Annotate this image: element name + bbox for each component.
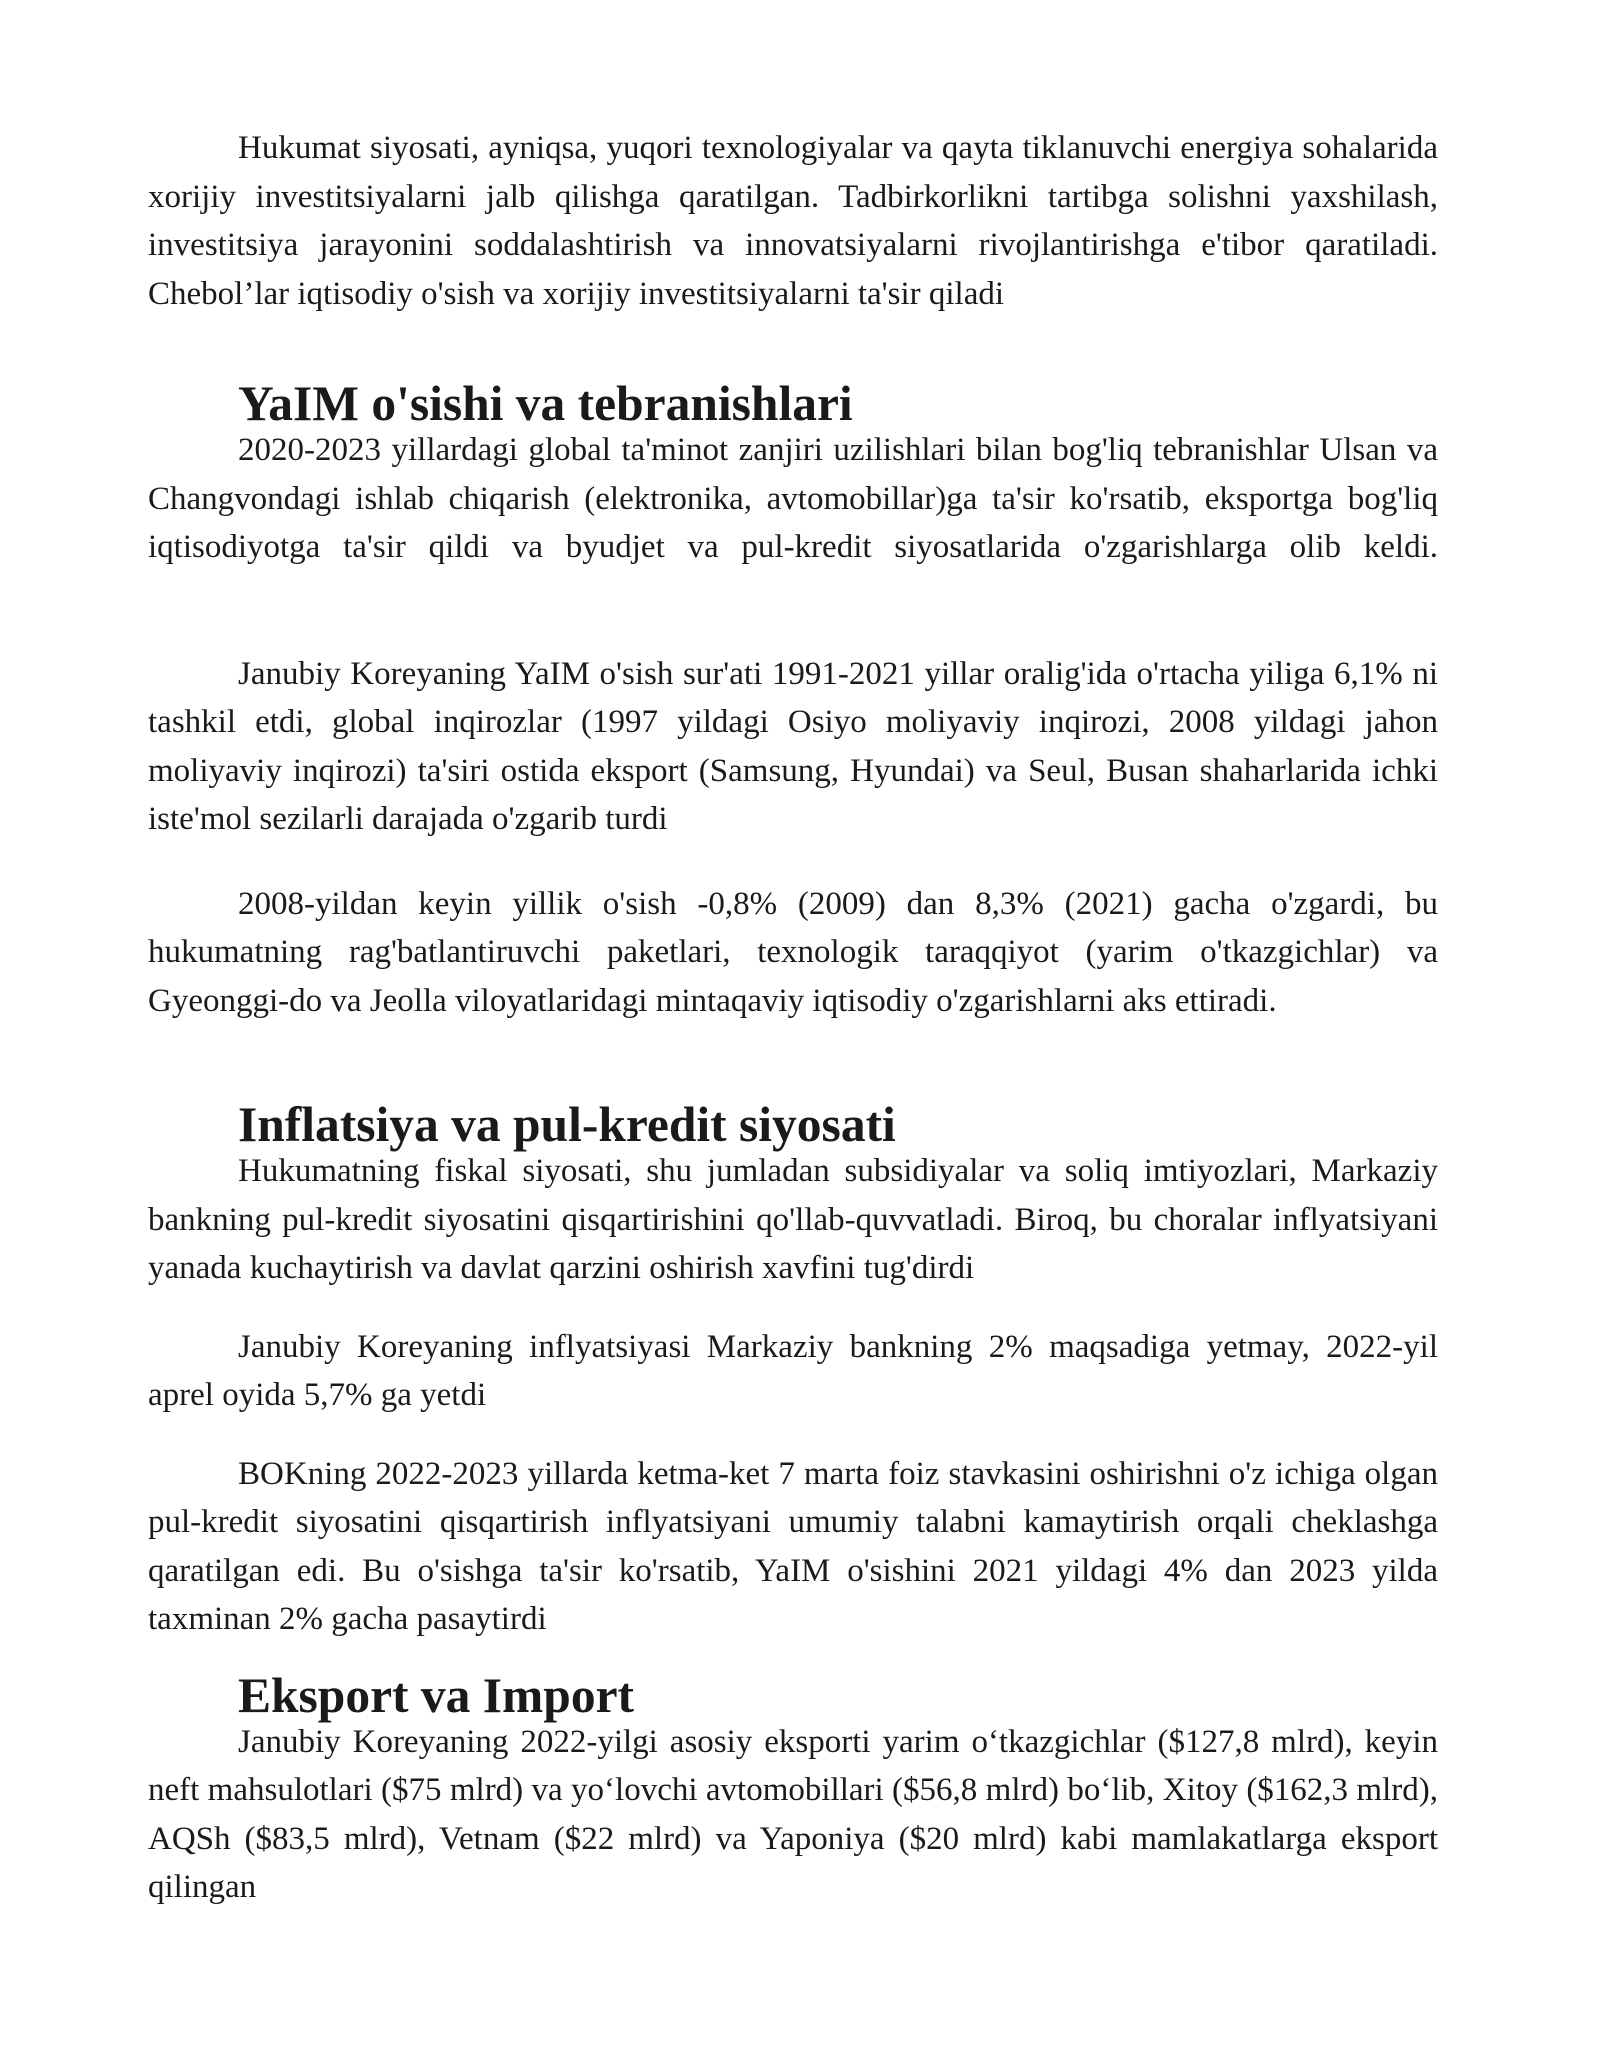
paragraph-inflation-rate: Janubiy Koreyaning inflyatsiyasi Markaziy bankning 2% maqsadiga yetmay, 2022-yil aprel oyida 5,7% ga yetdi: [148, 1328, 1438, 1413]
spacer: [148, 1420, 1438, 1450]
spacer: [148, 844, 1438, 880]
paragraph-exports-2022: Janubiy Koreyaning 2022-yilgi asosiy eksporti yarim o‘tkazgichlar ($127,8 mlrd), keyin neft mahsulotlari ($75 mlrd) va yo‘lovchi avtomobillari ($56,8 mlrd) bo‘lib, Xitoy ($162,3 mlrd), AQSh ($83,5 mlrd), Vetnam ($22 mlrd) va Yaponiya ($20 mlrd) kabi mamlakatlarga eksport qilingan: [148, 1723, 1438, 1905]
paragraph-fiscal-policy: Hukumatning fiskal siyosati, shu jumladan subsidiyalar va soliq imtiyozlari, Markaziy bankning pul-kredit siyosatini qisqartirishini qo'llab-quvvatladi. Biroq, bu choralar inflyatsiyani yanada kuchaytirish va davlat qarzini oshirish xavfini tug'dirdi: [148, 1153, 1438, 1286]
heading-export-import: Eksport va Import: [238, 1667, 635, 1723]
document-page: [148, 124, 1438, 1912]
paragraph-supply-chain: 2020-2023 yillardagi global ta'minot zanjiri uzilishlari bilan bog'liq tebranishlar Ulsan va Changvondagi ishlab chiqarish (elektronika, avtomobillar)ga ta'sir ko'rsatib, eksportga bog'liq iqtisodiyotga ta'sir qildi va byudjet va pul-kredit siyosatlarida o'zgarishlarga olib keldi.: [148, 432, 1438, 565]
spacer: [148, 1293, 1438, 1323]
spacer: [148, 318, 1438, 382]
paragraph-post-2008-growth: 2008-yildan keyin yillik o'sish -0,8% (2009) dan 8,3% (2021) gacha o'zgardi, bu hukumatning rag'batlantiruvchi paketlari, texnologik taraqqiyot (yarim o'tkazgichlar) va Gyeonggi-do va Jeolla viloyatlaridagi mintaqaviy iqtisodiy o'zgarishlarni aks ettiradi.: [148, 885, 1438, 1019]
spacer: [148, 572, 1438, 650]
paragraph-gdp-rate: Janubiy Koreyaning YaIM o'sish sur'ati 1991-2021 yillar oralig'ida o'rtacha yiliga 6,1% ni tashkil etdi, global inqirozlar (1997 yildagi Osiyo moliyaviy inqirozi, 2008 yildagi jahon moliyaviy inqirozi) ta'siri ostida eksport (Samsung, Hyundai) va Seul, Busan shaharlarida ichki iste'mol sezilarli darajada o'zgarib turdi: [148, 655, 1438, 837]
heading-gdp-growth: YaIM o'sishi va tebranishlari: [238, 376, 853, 431]
spacer: [148, 1025, 1438, 1103]
paragraph-bok-policy: BOKning 2022-2023 yillarda ketma-ket 7 marta foiz stavkasini oshirishni o'z ichiga olgan pul-kredit siyosatini qisqartirish inflyatsiyani umumiy talabni kamaytirish orqali cheklashga qaratilgan edi. Bu o'sishga ta'sir ko'rsatib, YaIM o'sishini 2021 yildagi 4% dan 2023 yilda taxminan 2% gacha pasaytirdi: [148, 1455, 1438, 1637]
heading-inflation-policy: Inflatsiya va pul-kredit siyosati: [238, 1097, 896, 1152]
paragraph-foreign-investment: Hukumat siyosati, ayniqsa, yuqori texnologiyalar va qayta tiklanuvchi energiya sohalarida xorijiy investitsiyalarni jalb qilishga qaratilgan. Tadbirkorlikni tartibga solishni yaxshilash, investitsiya jarayonini soddalashtirish va innovatsiyalarni rivojlantirishga e'tibor qaratiladi. Chebol’lar iqtisodiy o'sish va xorijiy investitsiyalarni ta'sir qiladi: [148, 130, 1438, 312]
